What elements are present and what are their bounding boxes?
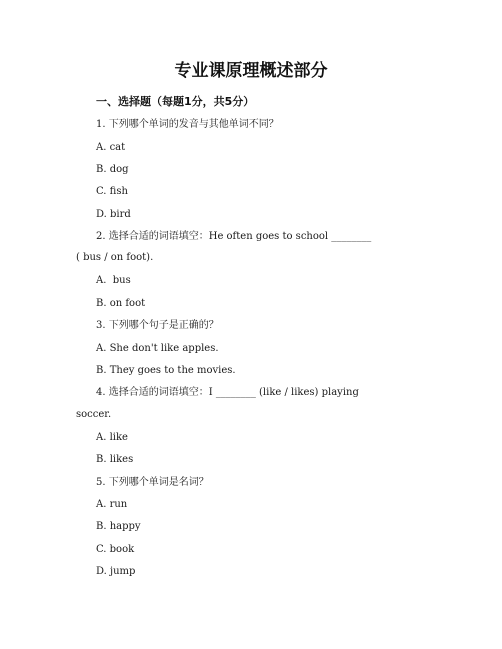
q1-option-c: C. fish	[96, 186, 128, 197]
q5-option-d: D. jump	[96, 566, 136, 577]
page-title: 专业课原理概述部分	[174, 61, 328, 81]
q1-option-b: B. dog	[96, 164, 129, 175]
q4-option-b: B. likes	[96, 454, 134, 465]
q3-option-b: B. They goes to the movies.	[96, 365, 236, 376]
q4-option-a: A. like	[96, 432, 128, 443]
q5-option-a: A. run	[96, 499, 128, 510]
q1-option-d: D. bird	[96, 209, 131, 220]
question-4-continued: soccer.	[76, 409, 112, 420]
q2-option-b: B. on foot	[96, 298, 146, 309]
question-4: 4. 选择合适的词语填空：I ________ (like / likes) playing	[96, 387, 359, 398]
q2-option-a: A. bus	[96, 275, 131, 286]
q3-option-a: A. She don't like apples.	[96, 343, 219, 354]
question-2-continued: ( bus / on foot).	[76, 252, 154, 263]
question-1: 1. 下列哪个单词的发音与其他单词不同？	[96, 119, 279, 130]
question-5: 5. 下列哪个单词是名词？	[96, 477, 209, 488]
q5-option-b: B. happy	[96, 521, 141, 532]
q5-option-c: C. book	[96, 544, 135, 555]
section-heading: 一、选择题（每题1分，共5分）	[96, 95, 255, 108]
q1-option-a: A. cat	[96, 142, 126, 153]
question-2: 2. 选择合适的词语填空：He often goes to school ________	[96, 231, 372, 242]
question-3: 3. 下列哪个句子是正确的？	[96, 320, 219, 331]
